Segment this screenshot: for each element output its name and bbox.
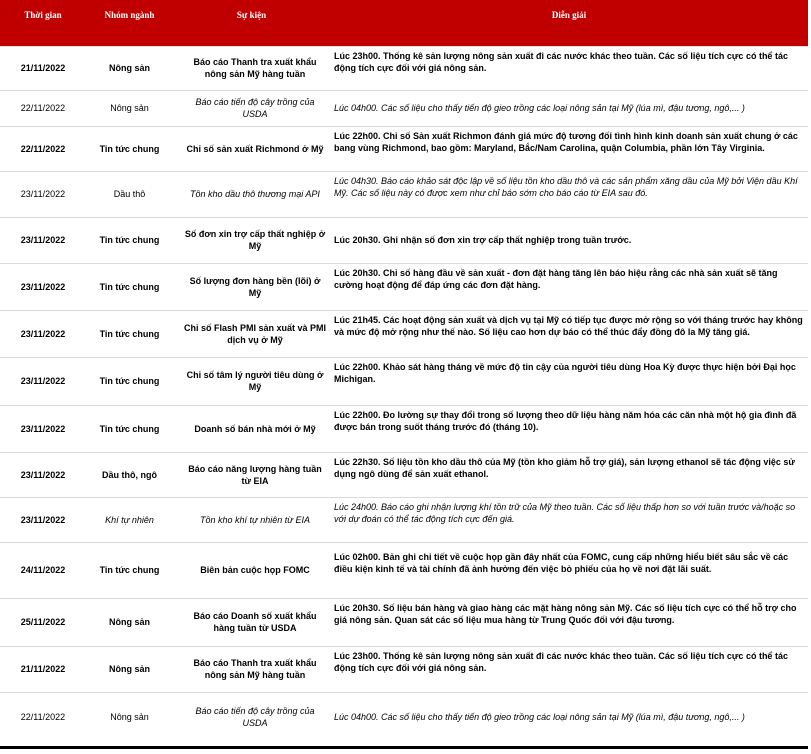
row-date: 24/11/2022 xyxy=(0,542,86,598)
row-desc: Lúc 04h00. Các số liệu cho thấy tiến độ gieo trồng các loại nông sản tại Mỹ (lúa mì, đậu tương, ngô,... ) xyxy=(330,692,808,742)
table-row xyxy=(0,217,808,263)
row-group: Khí tự nhiên xyxy=(86,497,173,542)
table-bottom-border xyxy=(0,746,808,749)
row-event: Chỉ số tâm lý người tiêu dùng ở Mỹ xyxy=(173,357,330,405)
row-desc: Lúc 23h00. Thống kê sản lượng nông sản xuất đi các nước khác theo tuần. Các số liệu tích cực có thể tác động tích cực đối với giá nông sản. xyxy=(330,646,808,692)
row-date: 25/11/2022 xyxy=(0,598,86,646)
row-desc: Lúc 04h00. Các số liệu cho thấy tiến độ gieo trồng các loại nông sản tại Mỹ (lúa mì, đậu tương, ngô,... ) xyxy=(330,90,808,126)
row-event: Chỉ số sản xuất Richmond ở Mỹ xyxy=(173,126,330,171)
row-date: 23/11/2022 xyxy=(0,452,86,497)
row-group: Tin tức chung xyxy=(86,310,173,357)
row-group: Nông sản xyxy=(86,90,173,126)
row-desc: Lúc 04h30. Báo cáo khảo sát độc lập về số liệu tồn kho dầu thô và các sản phẩm xăng dầu của Mỹ bởi Viện dầu Khí Mỹ. Các số liệu này có được xem như chỉ báo sớm cho báo cáo từ EIA sau đó. xyxy=(330,171,808,217)
table-row xyxy=(0,497,808,542)
row-group: Tin tức chung xyxy=(86,126,173,171)
row-date: 23/11/2022 xyxy=(0,171,86,217)
row-group: Tin tức chung xyxy=(86,405,173,452)
row-group: Tin tức chung xyxy=(86,263,173,310)
table-row xyxy=(0,542,808,598)
row-group: Nông sản xyxy=(86,598,173,646)
header-date: Thời gian xyxy=(0,0,86,46)
row-desc: Lúc 24h00. Báo cáo ghi nhận lượng khí tồn trữ của Mỹ theo tuần. Các số liệu thấp hơn so với tuần trước và/hoặc so với dự đoán có thể tác động tích cực đến giá. xyxy=(330,497,808,542)
header-event: Sự kiện xyxy=(173,0,330,46)
row-group: Nông sản xyxy=(86,46,173,90)
row-desc: Lúc 20h30. Số liệu bán hàng và giao hàng các mặt hàng nông sản Mỹ. Các số liệu tích cực có thể hỗ trợ cho giá nông sản. Quan sát các số liệu mua hàng từ Trung Quốc đối với đậu tương. xyxy=(330,598,808,646)
row-date: 23/11/2022 xyxy=(0,217,86,263)
table-row xyxy=(0,126,808,171)
row-event: Tồn kho dầu thô thương mại API xyxy=(173,171,330,217)
row-desc: Lúc 22h30. Số liệu tồn kho dầu thô của Mỹ (tồn kho giảm hỗ trợ giá), sản lượng ethanol sẽ tác động việc sử dụng ngô dùng để sản xuất ethanol. xyxy=(330,452,808,497)
table-row xyxy=(0,692,808,742)
row-desc: Lúc 20h30. Ghi nhận số đơn xin trợ cấp thất nghiệp trong tuần trước. xyxy=(330,217,808,263)
table-row xyxy=(0,452,808,497)
row-event: Báo cáo Doanh số xuất khẩu hàng tuần từ USDA xyxy=(173,598,330,646)
row-group: Dầu thô, ngô xyxy=(86,452,173,497)
row-event: Báo cáo tiến độ cây trồng của USDA xyxy=(173,692,330,742)
table-row xyxy=(0,646,808,692)
row-group: Tin tức chung xyxy=(86,357,173,405)
row-desc: Lúc 22h00. Khảo sát hàng tháng về mức độ tin cậy của người tiêu dùng Hoa Kỳ được thực hiện bởi Đại học Michigan. xyxy=(330,357,808,405)
row-date: 21/11/2022 xyxy=(0,46,86,90)
row-desc: Lúc 20h30. Chỉ số hàng đầu về sản xuất - đơn đặt hàng tăng lên báo hiệu rằng các nhà sản xuất sẽ tăng cường hoạt động để đáp ứng các đơn đặt hàng. xyxy=(330,263,808,310)
row-group: Tin tức chung xyxy=(86,217,173,263)
row-date: 22/11/2022 xyxy=(0,90,86,126)
row-event: Số đơn xin trợ cấp thất nghiệp ở Mỹ xyxy=(173,217,330,263)
table-row xyxy=(0,171,808,217)
table-row xyxy=(0,90,808,126)
row-event: Doanh số bán nhà mới ở Mỹ xyxy=(173,405,330,452)
row-event: Báo cáo tiến độ cây trồng của USDA xyxy=(173,90,330,126)
table-header-row xyxy=(0,0,808,46)
row-date: 23/11/2022 xyxy=(0,310,86,357)
row-date: 23/11/2022 xyxy=(0,263,86,310)
row-group: Dầu thô xyxy=(86,171,173,217)
row-date: 21/11/2022 xyxy=(0,646,86,692)
row-group: Nông sản xyxy=(86,646,173,692)
row-date: 23/11/2022 xyxy=(0,405,86,452)
row-date: 22/11/2022 xyxy=(0,126,86,171)
row-event: Báo cáo Thanh tra xuất khẩu nông sản Mỹ hàng tuần xyxy=(173,46,330,90)
table-row xyxy=(0,46,808,90)
header-group: Nhóm ngành xyxy=(86,0,173,46)
table-row xyxy=(0,598,808,646)
row-desc: Lúc 23h00. Thống kê sản lượng nông sản xuất đi các nước khác theo tuần. Các số liệu tích cực có thể tác động tích cực đối với giá nông sản. xyxy=(330,46,808,90)
row-event: Tồn kho khí tự nhiên từ EIA xyxy=(173,497,330,542)
row-desc: Lúc 22h00. Đo lường sự thay đổi trong số lượng theo dữ liệu hàng năm hóa các căn nhà một hộ gia đình đã được bán trong suốt tháng trước đó (tháng 10). xyxy=(330,405,808,452)
row-event: Số lượng đơn hàng bền (lõi) ở Mỹ xyxy=(173,263,330,310)
row-group: Nông sản xyxy=(86,692,173,742)
row-date: 22/11/2022 xyxy=(0,692,86,742)
row-event: Chỉ số Flash PMI sản xuất và PMI dịch vụ ở Mỹ xyxy=(173,310,330,357)
table-row xyxy=(0,357,808,405)
table-row xyxy=(0,405,808,452)
row-desc: Lúc 22h00. Chỉ số Sản xuất Richmon đánh giá mức độ tương đối tình hình kinh doanh sản xuất chung ở các bang vùng Richmond, bao gồm: Maryland, Bắc/Nam Carolina, quận Columbia, phần lớn Tây Virginia. xyxy=(330,126,808,171)
row-desc: Lúc 02h00. Bản ghi chi tiết về cuộc họp gần đây nhất của FOMC, cung cấp những hiểu biết sâu sắc về các điều kiện kinh tế và tài chính đã ảnh hưởng đến việc bỏ phiếu của họ về nơi đặt lãi suất. xyxy=(330,542,808,598)
row-event: Báo cáo năng lượng hàng tuần từ EIA xyxy=(173,452,330,497)
row-date: 23/11/2022 xyxy=(0,497,86,542)
row-event: Báo cáo Thanh tra xuất khẩu nông sản Mỹ hàng tuần xyxy=(173,646,330,692)
row-event: Biên bản cuộc họp FOMC xyxy=(173,542,330,598)
table-row xyxy=(0,310,808,357)
header-desc: Diễn giải xyxy=(330,0,808,46)
table-row xyxy=(0,263,808,310)
row-group: Tin tức chung xyxy=(86,542,173,598)
row-desc: Lúc 21h45. Các hoạt động sản xuất và dịch vụ tại Mỹ có tiếp tục được mở rộng so với tháng trước hay không và mức độ mở rộng như thế nào. Số liệu cao hơn dự báo có thể thúc đẩy đồng đô la Mỹ tăng giá. xyxy=(330,310,808,357)
row-date: 23/11/2022 xyxy=(0,357,86,405)
